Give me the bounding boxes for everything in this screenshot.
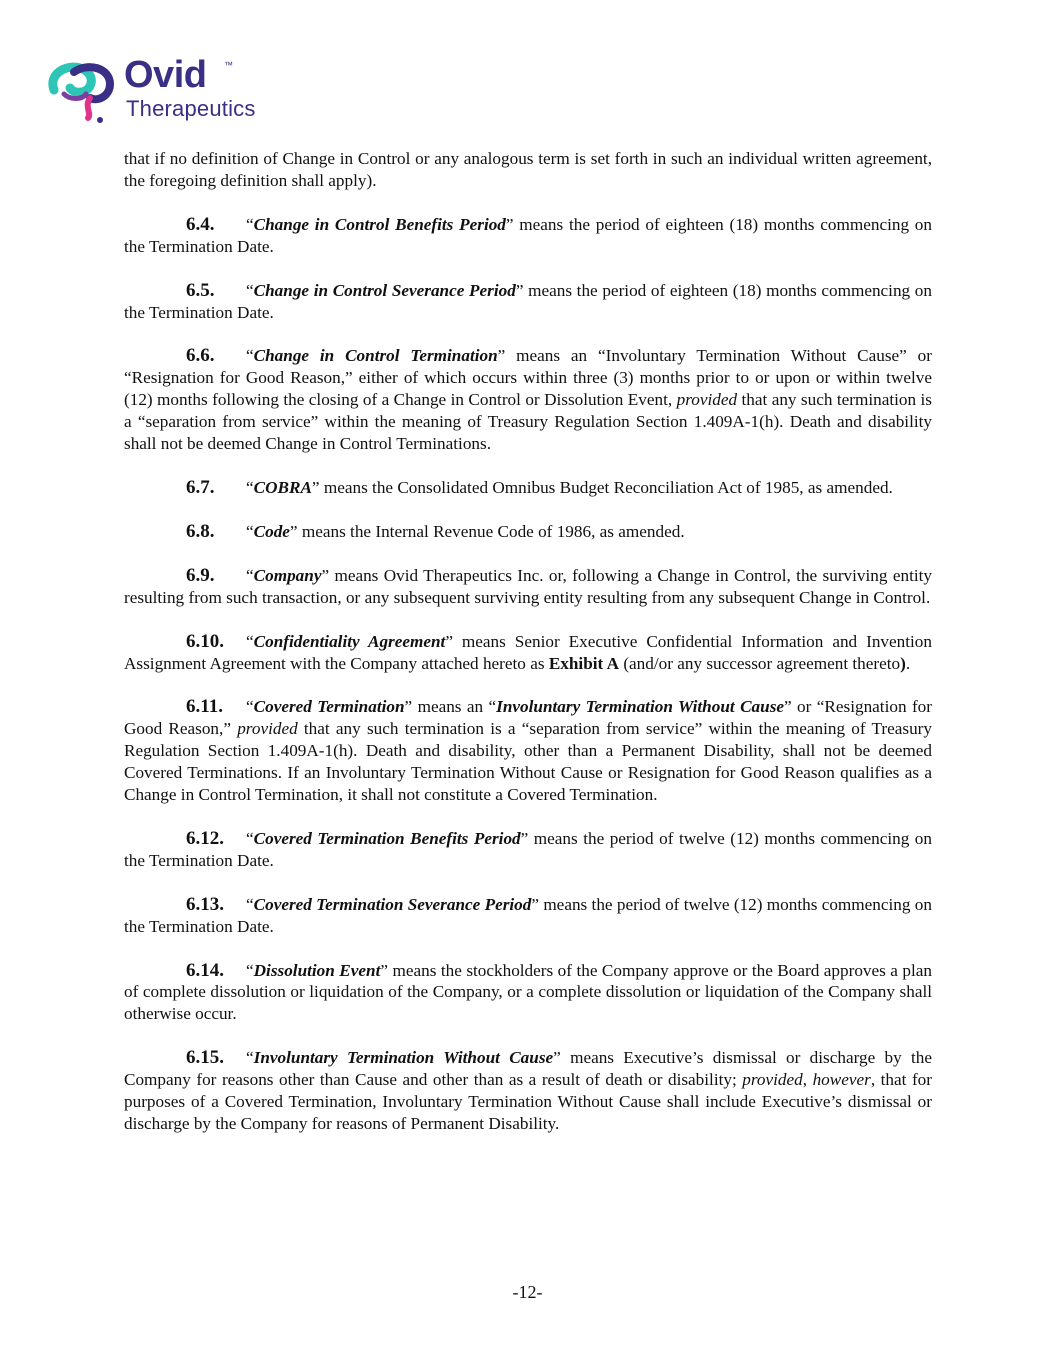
section-number: 6.8. [186,520,215,542]
section-6-9: 6.9. “Company” means Ovid Therapeutics Inc. or, following a Change in Control, the surviving entity resulting from such transaction, or any subsequent surviving entity resulting from any subsequent Change in Control. [124,564,932,607]
section-number: 6.9. [186,564,215,586]
defined-term: Involuntary Termination Without Cause [253,1048,554,1068]
document-body [124,148,932,1157]
section-6-11: 6.11. “Covered Termination” means an “Involuntary Termination Without Cause” or “Resignation for Good Reason,” provided that any such termination is a “separation from service” within the meaning of Treasury Regulation Section 1.409A-1(h). Death and disability, other than a Permanent Disability, shall not be deemed Covered Terminations. If an Involuntary Termination Without Cause or Resignation for Good Reason qualifies as a Change in Control Termination, it shall not constitute a Covered Termination. [124,696,932,805]
section-number: 6.10. [186,630,224,652]
section-6-10: 6.10. “Confidentiality Agreement” means Senior Executive Confidential Information and Invention Assignment Agreement with the Company attached hereto as Exhibit A (and/or any successor agreement thereto). [124,630,932,673]
defined-term: Change in Control Termination [253,346,498,366]
section-number: 6.5. [186,279,215,301]
defined-term: Covered Termination [253,697,405,717]
trademark-mark: ™ [224,60,233,70]
section-number: 6.12. [186,827,224,849]
defined-term: Company [253,565,322,585]
defined-term: Change in Control Severance Period [253,280,516,300]
section-6-13: 6.13. “Covered Termination Severance Period” means the period of twelve (12) months commencing on the Termination Date. [124,893,932,936]
section-6-7: 6.7. “COBRA” means the Consolidated Omnibus Budget Reconciliation Act of 1985, as amended. [186,476,893,498]
page-number: -12- [512,1282,543,1302]
section-6-12: 6.12. “Covered Termination Benefits Period” means the period of twelve (12) months commencing on the Termination Date. [124,827,932,870]
defined-term: COBRA [253,477,312,497]
section-number: 6.7. [186,476,215,498]
company-logo [44,56,274,136]
section-number: 6.13. [186,893,224,915]
section-6-8: 6.8. “Code” means the Internal Revenue Code of 1986, as amended. [186,520,685,542]
defined-term: Change in Control Benefits Period [253,214,506,234]
defined-term: Covered Termination Severance Period [253,894,532,914]
logo-subtitle: Therapeutics [126,96,256,121]
section-6-5: 6.5. “Change in Control Severance Period” means the period of eighteen (18) months commencing on the Termination Date. [124,279,932,322]
section-6-4: 6.4. “Change in Control Benefits Period” means the period of eighteen (18) months commencing on the Termination Date. [124,213,932,256]
ovid-logo-icon [44,60,120,124]
logo-wordmark: Ovid [124,54,207,96]
section-number: 6.14. [186,959,224,981]
section-number: 6.4. [186,213,215,235]
section-number: 6.6. [186,345,215,367]
defined-term: Code [253,521,290,541]
section-6-15: 6.15. “Involuntary Termination Without Cause” means Executive’s dismissal or discharge by the Company for reasons other than Cause and other than as a result of death or disability; provided, however, that for purposes of a Covered Termination, Involuntary Termination Without Cause shall include Executive’s dismissal or discharge by the Company for reasons of Permanent Disability. [124,1047,932,1133]
defined-term: Covered Termination Benefits Period [253,828,521,848]
section-6-14: 6.14. “Dissolution Event” means the stockholders of the Company approve or the Board approves a plan of complete dissolution or liquidation of the Company, or a complete dissolution or liquidation of the Company shall otherwise occur. [124,959,932,1024]
defined-term: Dissolution Event [253,960,381,980]
defined-term: Confidentiality Agreement [253,631,446,651]
section-6-6: 6.6. “Change in Control Termination” means an “Involuntary Termination Without Cause” or “Resignation for Good Reason,” either of which occurs within three (3) months prior to or upon or within twelve (12) months following the closing of a Change in Control or Dissolution Event, provided that any such termination is a “separation from service” within the meaning of Treasury Regulation Section 1.409A-1(h). Death and disability shall not be deemed Change in Control Terminations. [124,345,932,454]
intro-paragraph: that if no definition of Change in Control or any analogous term is set forth in such an individual written agreement, the foregoing definition shall apply). [124,149,932,190]
section-number: 6.11. [186,696,223,718]
section-number: 6.15. [186,1047,224,1069]
